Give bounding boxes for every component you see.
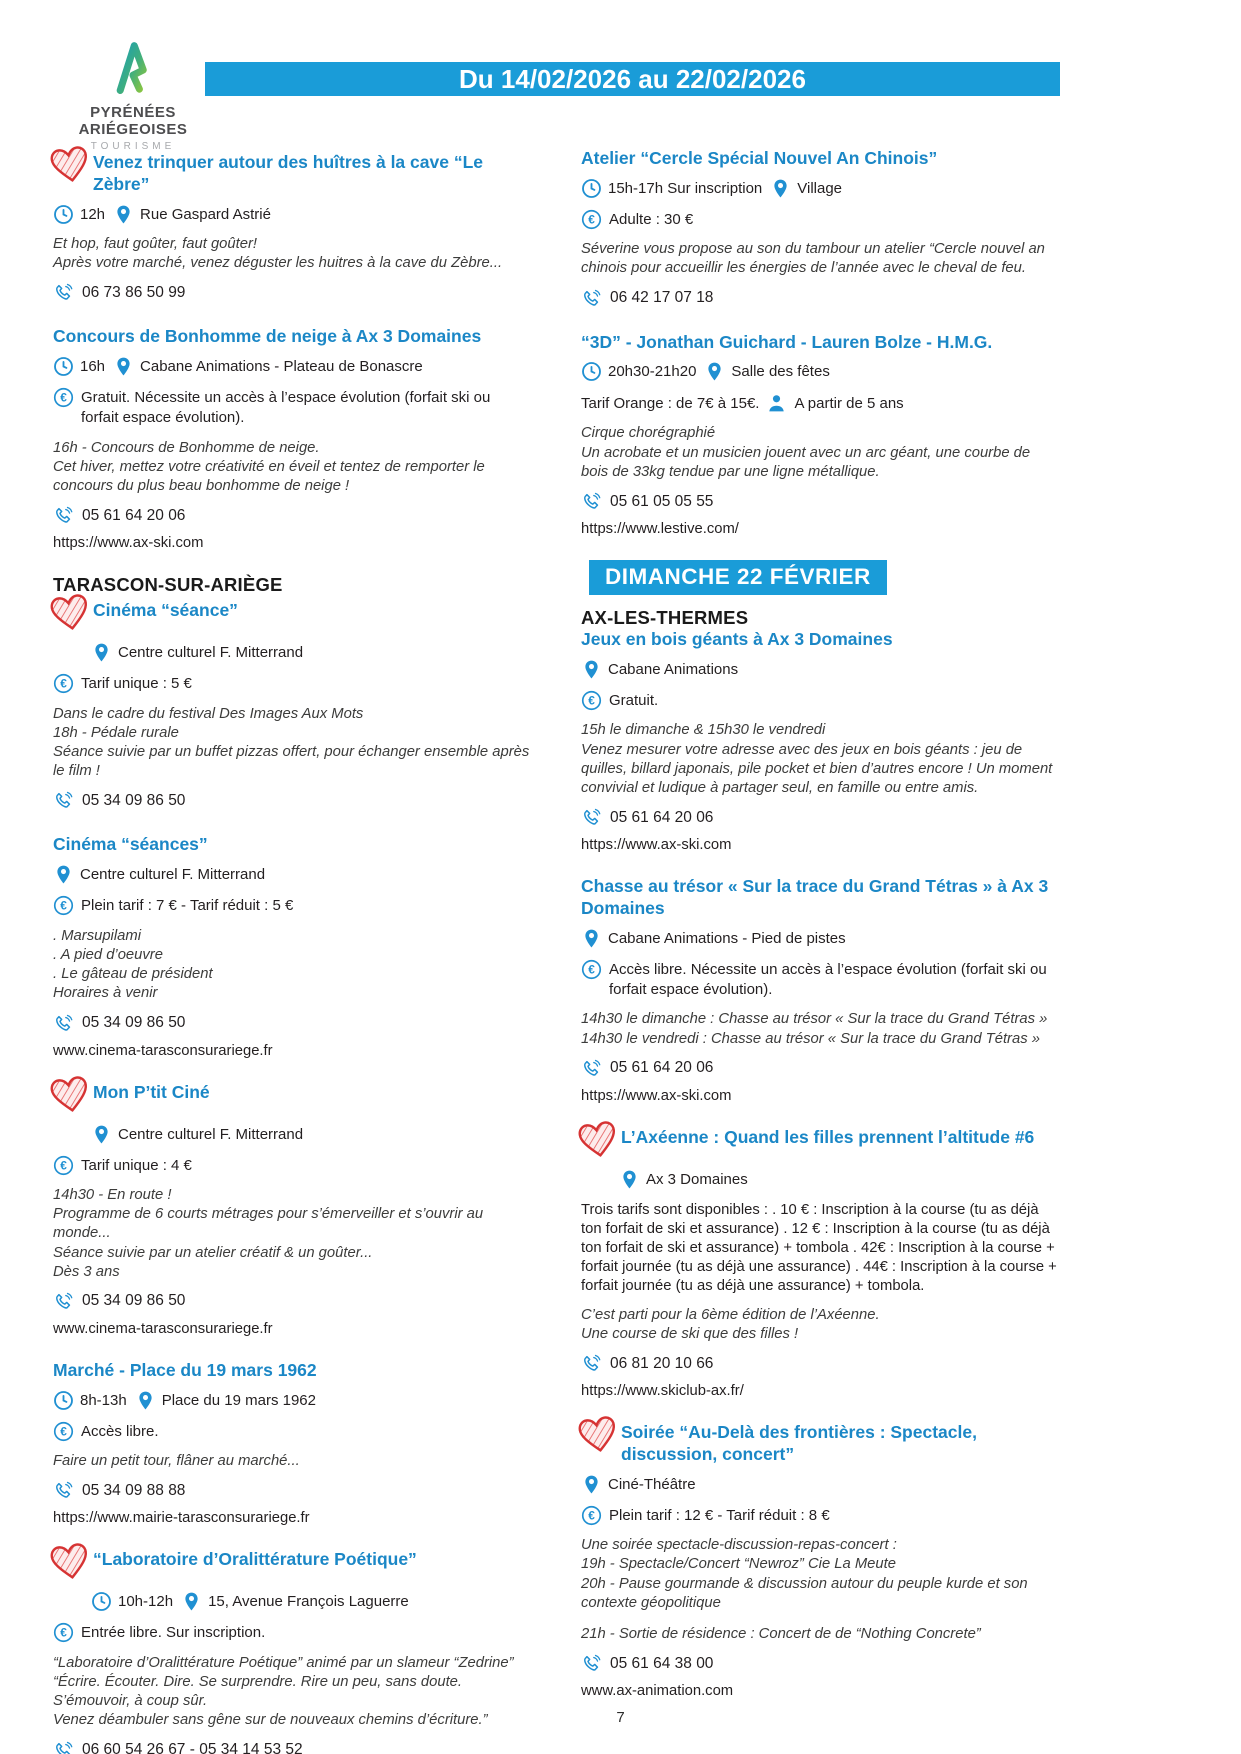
event-meta-row bbox=[619, 1169, 1059, 1190]
price-row bbox=[53, 674, 531, 694]
event-title-row bbox=[53, 1360, 531, 1382]
price-text: Accès libre. Nécessite un accès à l’espace évolution (forfait ski ou forfait espace évolution). bbox=[609, 960, 1047, 999]
phone-row bbox=[53, 1291, 531, 1312]
meta-pin bbox=[581, 1474, 696, 1495]
price-row bbox=[581, 960, 1059, 1001]
event-title-row bbox=[581, 148, 1059, 170]
description-line: Une soirée spectacle-discussion-repas-concert : bbox=[581, 1537, 897, 1554]
euro-price-icon bbox=[53, 1421, 74, 1442]
description-line: Horaires à venir bbox=[53, 985, 158, 1002]
price-text: Accès libre. bbox=[81, 1422, 159, 1440]
clock-icon bbox=[53, 204, 74, 225]
event-description bbox=[581, 1010, 1059, 1048]
meta-pin bbox=[581, 928, 846, 949]
phone-icon bbox=[581, 1353, 602, 1374]
place-text: Ax 3 Domaines bbox=[646, 1170, 748, 1188]
event-meta-row bbox=[53, 864, 531, 885]
location-pin-icon bbox=[619, 1169, 640, 1190]
phone-icon bbox=[53, 282, 74, 303]
location-pin-icon bbox=[91, 1124, 112, 1145]
event-description bbox=[53, 1186, 531, 1282]
event-card bbox=[53, 1360, 531, 1526]
description-line: Séance suivie par un buffet pizzas offert, pour échanger ensemble après le film ! bbox=[53, 744, 530, 780]
website-link[interactable]: https://www.mairie-tarasconsurariege.fr bbox=[53, 1510, 310, 1527]
place-text: Salle des fêtes bbox=[731, 363, 830, 381]
meta-pin bbox=[581, 659, 738, 680]
svg-text:€: € bbox=[588, 1508, 595, 1523]
description-line: “Laboratoire d’Oralittérature Poétique” animé par un slameur “Zedrine” bbox=[53, 1654, 514, 1671]
description-line: 14h30 le dimanche : Chasse au trésor « Sur la trace du Grand Tétras » bbox=[581, 1011, 1048, 1028]
place-text: Centre culturel F. Mitterrand bbox=[118, 644, 304, 662]
city-heading: AX-LES-THERMES bbox=[581, 607, 749, 629]
website-link[interactable]: https://www.skiclub-ax.fr/ bbox=[581, 1383, 744, 1400]
event-title: Marché - Place du 19 mars 1962 bbox=[53, 1359, 317, 1380]
place-text: 15, Avenue François Laguerre bbox=[208, 1593, 409, 1611]
location-pin-icon bbox=[91, 642, 112, 663]
place-text: Cabane Animations bbox=[608, 661, 739, 679]
description-line: Faire un petit tour, flâner au marché... bbox=[53, 1453, 300, 1470]
price-text: Tarif unique : 4 € bbox=[81, 1156, 192, 1174]
price-row bbox=[53, 1156, 531, 1176]
clock-icon bbox=[581, 361, 602, 382]
place-text: Centre culturel F. Mitterrand bbox=[118, 1125, 304, 1143]
phone-icon bbox=[53, 1291, 74, 1312]
meta-pin bbox=[53, 864, 265, 885]
left-column bbox=[53, 148, 531, 1754]
event-description bbox=[53, 1452, 531, 1471]
euro-price-icon bbox=[581, 209, 602, 230]
phone-row bbox=[581, 288, 1059, 309]
event-meta-row bbox=[581, 1474, 1059, 1495]
svg-text:€: € bbox=[60, 1424, 67, 1439]
euro-price-icon bbox=[581, 690, 602, 711]
phone-number: 05 34 09 86 50 bbox=[82, 1014, 186, 1032]
phone-row bbox=[53, 1013, 531, 1034]
phone-number: 05 34 09 86 50 bbox=[82, 791, 186, 809]
event-card bbox=[53, 834, 531, 1058]
event-description bbox=[53, 927, 531, 1004]
phone-icon bbox=[53, 790, 74, 811]
meta-pin bbox=[113, 204, 271, 225]
tariff-text: Tarif Orange : de 7€ à 15€. bbox=[581, 395, 760, 413]
phone-icon bbox=[581, 288, 602, 309]
event-title-row bbox=[53, 834, 531, 856]
description-line: Cet hiver, mettez votre créativité en éveil et tentez de remporter le concours du plus beau bonhomme de neige ! bbox=[53, 458, 485, 495]
svg-text:€: € bbox=[60, 676, 67, 691]
event-meta-row bbox=[91, 1591, 531, 1612]
price-row bbox=[53, 388, 531, 429]
meta-pin bbox=[704, 361, 829, 382]
euro-price-icon bbox=[53, 387, 74, 408]
website-link[interactable]: https://www.ax-ski.com bbox=[581, 1087, 732, 1104]
event-meta-row bbox=[91, 642, 531, 663]
website-link[interactable]: https://www.ax-ski.com bbox=[53, 535, 204, 552]
event-title-row bbox=[53, 326, 531, 348]
description-line: Dans le cadre du festival Des Images Aux Mots bbox=[53, 705, 364, 722]
location-pin-icon bbox=[704, 361, 725, 382]
heart-favorite-icon bbox=[49, 1075, 91, 1115]
age-text: A partir de 5 ans bbox=[794, 395, 904, 413]
description-line: 19h - Spectacle/Concert “Newroz” Cie La Meute bbox=[581, 1556, 896, 1573]
event-title: Atelier “Cercle Spécial Nouvel An Chinois” bbox=[581, 148, 938, 168]
content-columns bbox=[53, 148, 1060, 1754]
meta-pin bbox=[135, 1390, 316, 1411]
heart-favorite-icon bbox=[49, 145, 91, 185]
event-card bbox=[581, 876, 1059, 1104]
phone-row bbox=[53, 1740, 531, 1754]
mountain-a-logo-icon bbox=[101, 36, 165, 104]
event-meta-row bbox=[581, 178, 1059, 199]
brand-line-3: TOURISME bbox=[90, 140, 176, 152]
location-pin-icon bbox=[113, 356, 134, 377]
price-row bbox=[581, 210, 1059, 230]
heart-favorite-icon bbox=[49, 593, 91, 633]
event-title-row bbox=[581, 1422, 1059, 1466]
svg-text:€: € bbox=[60, 1626, 67, 1641]
event-title: Chasse au trésor « Sur la trace du Grand Tétras » à Ax 3 Domaines bbox=[581, 876, 1049, 919]
website-link[interactable]: https://www.lestive.com/ bbox=[581, 521, 739, 538]
place-text: Village bbox=[797, 179, 843, 197]
phone-number: 05 61 64 38 00 bbox=[610, 1654, 714, 1672]
event-card bbox=[53, 1082, 531, 1337]
description-gap bbox=[581, 1613, 1059, 1625]
place-text: Place du 19 mars 1962 bbox=[161, 1391, 316, 1409]
phone-row bbox=[53, 1480, 531, 1501]
event-title: Jeux en bois géants à Ax 3 Domaines bbox=[581, 629, 893, 650]
clock-icon bbox=[53, 1390, 74, 1411]
tariff-age-row bbox=[581, 393, 1059, 414]
price-text: Gratuit. Nécessite un accès à l’espace évolution (forfait ski ou forfait espace évolution). bbox=[81, 389, 491, 427]
person-age-icon bbox=[766, 393, 787, 414]
description-line: Dès 3 ans bbox=[53, 1263, 120, 1280]
phone-number: 06 42 17 07 18 bbox=[610, 289, 714, 307]
price-text: Adulte : 30 € bbox=[609, 210, 694, 228]
svg-text:€: € bbox=[588, 693, 595, 708]
event-meta-row bbox=[53, 356, 531, 377]
description-line: Cirque chorégraphié bbox=[581, 425, 716, 442]
description-line: Venez déambuler sans gêne sur de nouveaux chemins d’écriture.” bbox=[53, 1712, 488, 1729]
event-description bbox=[581, 424, 1059, 482]
description-line: C’est parti pour la 6ème édition de l’Axéenne. bbox=[581, 1306, 880, 1323]
euro-price-icon bbox=[53, 673, 74, 694]
phone-row bbox=[581, 1058, 1059, 1079]
description-line: . Le gâteau de président bbox=[53, 966, 213, 983]
location-pin-icon bbox=[113, 204, 134, 225]
location-pin-icon bbox=[135, 1390, 156, 1411]
description-line: Venez mesurer votre adresse avec des jeux en bois géants : jeu de quilles, billard japonais, pile pocket et bien d’autres encore ! Un moment convivial et ludique à partager seul, en famille ou entre amis. bbox=[581, 741, 1053, 796]
phone-row bbox=[53, 282, 531, 303]
event-card bbox=[581, 1422, 1059, 1699]
price-text: Gratuit. bbox=[609, 692, 659, 710]
details-paragraph: Trois tarifs sont disponibles : . 10 € : Inscription à la course (tu as déjà ton forfait de ski et assurance) . 12 € : Inscription à la course (tu as déjà ton forfait de ski et assurance) + tombola . 42€ : Inscription à la course + forfait journée (tu as déjà une assurance) . 44€ : Inscription à la course + forfait journée (tu as déjà une assurance) + tombola. bbox=[581, 1201, 1057, 1294]
day-banner-wrap bbox=[589, 560, 1059, 595]
event-title-row bbox=[581, 629, 1059, 651]
event-description bbox=[581, 240, 1059, 278]
website-link[interactable]: https://www.ax-ski.com bbox=[581, 837, 732, 854]
description-line: Après votre marché, venez déguster les huitres à la cave du Zèbre... bbox=[53, 254, 503, 271]
phone-number: 05 61 64 20 06 bbox=[82, 506, 186, 524]
description-line: Programme de 6 courts métrages pour s’émerveiller et s’ouvrir au monde... bbox=[53, 1206, 484, 1242]
place-text: Cabane Animations - Pied de pistes bbox=[608, 929, 846, 947]
event-meta-row bbox=[53, 1390, 531, 1411]
description-line: Une course de ski que des filles ! bbox=[581, 1325, 799, 1342]
description-line: Séance suivie par un atelier créatif & un goûter... bbox=[53, 1244, 373, 1261]
price-text: Tarif unique : 5 € bbox=[81, 675, 192, 693]
event-meta-row bbox=[581, 659, 1059, 680]
phone-icon bbox=[581, 1058, 602, 1079]
brand-line-2: ARIÉGEOISES bbox=[78, 121, 188, 139]
event-title: Soirée “Au-Delà des frontières : Spectacle, discussion, concert” bbox=[621, 1422, 977, 1464]
phone-icon bbox=[581, 807, 602, 828]
event-title-row bbox=[581, 876, 1059, 920]
clock-icon bbox=[581, 178, 602, 199]
time-text: 16h bbox=[80, 358, 106, 376]
phone-row bbox=[581, 1353, 1059, 1374]
meta-clock bbox=[91, 1591, 173, 1612]
event-meta-row bbox=[91, 1124, 531, 1145]
event-title-row bbox=[581, 1127, 1059, 1161]
event-title-row bbox=[581, 332, 1059, 354]
place-text: Cabane Animations - Plateau de Bonascre bbox=[140, 358, 423, 376]
description-line: Séverine vous propose au son du tambour un atelier “Cercle nouvel an chinois pour accueillir les énergies de l’année avec le cheval de feu. bbox=[581, 241, 1045, 277]
time-text: 20h30-21h20 bbox=[608, 363, 697, 381]
phone-row bbox=[581, 1653, 1059, 1674]
svg-text:€: € bbox=[60, 1158, 67, 1173]
event-title-row bbox=[53, 152, 531, 196]
event-card bbox=[53, 600, 531, 811]
heart-favorite-icon bbox=[577, 1120, 619, 1160]
phone-icon bbox=[53, 1740, 74, 1754]
event-title-row bbox=[53, 1082, 531, 1116]
city-heading: TARASCON-SUR-ARIÈGE bbox=[53, 574, 283, 596]
clock-icon bbox=[91, 1591, 112, 1612]
description-line: Un acrobate et un musicien jouent avec un arc géant, une courbe de bois de 33kg tendue par une ligne métallique. bbox=[581, 444, 1031, 480]
location-pin-icon bbox=[770, 178, 791, 199]
time-text: 10h-12h bbox=[118, 1593, 174, 1611]
location-pin-icon bbox=[581, 1474, 602, 1495]
price-text: Plein tarif : 7 € - Tarif réduit : 5 € bbox=[81, 897, 294, 915]
event-card bbox=[581, 1127, 1059, 1399]
event-card bbox=[581, 148, 1059, 309]
description-line: 14h30 le vendredi : Chasse au trésor « Sur la trace du Grand Tétras » bbox=[581, 1030, 1040, 1047]
event-title: Mon P’tit Ciné bbox=[93, 1081, 210, 1102]
event-title: Cinéma “séance” bbox=[93, 600, 238, 621]
phone-number: 05 61 05 05 55 bbox=[610, 492, 714, 510]
phone-row bbox=[581, 491, 1059, 512]
price-row bbox=[581, 1506, 1059, 1526]
date-range-banner: Du 14/02/2026 au 22/02/2026 bbox=[205, 62, 1060, 96]
day-banner: DIMANCHE 22 FÉVRIER bbox=[589, 560, 887, 595]
meta-pin bbox=[770, 178, 842, 199]
phone-row bbox=[53, 505, 531, 526]
event-title: Cinéma “séances” bbox=[53, 834, 208, 855]
event-title: “3D” - Jonathan Guichard - Lauren Bolze - H.M.G. bbox=[581, 331, 993, 352]
meta-pin bbox=[619, 1169, 748, 1190]
phone-icon bbox=[53, 505, 74, 526]
phone-icon bbox=[53, 1013, 74, 1034]
event-description bbox=[53, 235, 531, 273]
price-row bbox=[53, 896, 531, 916]
brand-line-1: PYRÉNÉES bbox=[90, 104, 176, 121]
event-description bbox=[53, 439, 531, 497]
euro-price-icon bbox=[581, 1505, 602, 1526]
event-card bbox=[53, 152, 531, 303]
phone-icon bbox=[581, 1653, 602, 1674]
event-description bbox=[581, 1536, 1059, 1644]
website-link[interactable]: www.cinema-tarasconsurariege.fr bbox=[53, 1320, 273, 1337]
phone-number: 06 81 20 10 66 bbox=[610, 1354, 714, 1372]
meta-clock bbox=[581, 361, 696, 382]
event-meta-row bbox=[581, 928, 1059, 949]
meta-clock bbox=[581, 178, 762, 199]
time-text: 8h-13h bbox=[80, 1391, 127, 1409]
location-pin-icon bbox=[581, 928, 602, 949]
meta-clock bbox=[53, 356, 105, 377]
right-column bbox=[581, 148, 1059, 1754]
euro-price-icon bbox=[581, 959, 602, 980]
event-title: L’Axéenne : Quand les filles prennent l’altitude #6 bbox=[621, 1126, 1035, 1147]
description-line: 15h le dimanche & 15h30 le vendredi bbox=[581, 722, 826, 739]
phone-number: 05 34 09 88 88 bbox=[82, 1481, 186, 1499]
website-link[interactable]: www.ax-animation.com bbox=[581, 1683, 734, 1700]
page-header bbox=[0, 36, 1241, 152]
website-link[interactable]: www.cinema-tarasconsurariege.fr bbox=[53, 1042, 273, 1059]
place-text: Ciné-Théâtre bbox=[608, 1475, 696, 1493]
euro-price-icon bbox=[53, 1622, 74, 1643]
meta-pin bbox=[113, 356, 423, 377]
meta-clock bbox=[53, 204, 105, 225]
time-text: 12h bbox=[80, 205, 106, 223]
phone-row bbox=[53, 790, 531, 811]
meta-pin bbox=[91, 1124, 303, 1145]
phone-number: 06 73 86 50 99 bbox=[82, 283, 186, 301]
place-text: Rue Gaspard Astrié bbox=[140, 205, 271, 223]
description-line: “Écrire. Écouter. Dire. Se surprendre. Rire un peu, sans doute. S’émouvoir, à coup sûr. bbox=[53, 1673, 463, 1710]
euro-price-icon bbox=[53, 1155, 74, 1176]
meta-clock bbox=[53, 1390, 127, 1411]
location-pin-icon bbox=[181, 1591, 202, 1612]
event-card bbox=[53, 326, 531, 551]
price-text: Entrée libre. Sur inscription. bbox=[81, 1624, 266, 1642]
description-line: . A pied d’oeuvre bbox=[53, 946, 163, 963]
description-line: 20h - Pause gourmande & discussion autour du peuple kurde et son contexte géopolitique bbox=[581, 1575, 1028, 1611]
description-line: Et hop, faut goûter, faut goûter! bbox=[53, 235, 258, 252]
event-description bbox=[53, 705, 531, 782]
event-title-row bbox=[53, 1549, 531, 1583]
description-line: 16h - Concours de Bonhomme de neige. bbox=[53, 439, 320, 456]
meta-pin bbox=[91, 642, 303, 663]
location-pin-icon bbox=[53, 864, 74, 885]
svg-text:€: € bbox=[588, 212, 595, 227]
euro-price-icon bbox=[53, 895, 74, 916]
event-title: “Laboratoire d’Oralittérature Poétique” bbox=[93, 1549, 417, 1570]
phone-icon bbox=[581, 491, 602, 512]
phone-row bbox=[581, 807, 1059, 828]
event-title: Venez trinquer autour des huîtres à la cave “Le Zèbre” bbox=[93, 152, 483, 194]
event-meta-row bbox=[53, 204, 531, 225]
svg-text:€: € bbox=[588, 962, 595, 977]
phone-number: 05 61 64 20 06 bbox=[610, 1059, 714, 1077]
time-text: 15h-17h Sur inscription bbox=[608, 179, 763, 197]
price-text: Plein tarif : 12 € - Tarif réduit : 8 € bbox=[609, 1506, 830, 1524]
event-title: Concours de Bonhomme de neige à Ax 3 Domaines bbox=[53, 326, 482, 347]
tourism-logo bbox=[58, 36, 208, 152]
page-number: 7 bbox=[616, 1709, 625, 1726]
heart-favorite-icon bbox=[49, 1542, 91, 1582]
heart-favorite-icon bbox=[577, 1415, 619, 1455]
meta-pin bbox=[181, 1591, 409, 1612]
description-line: . Marsupilami bbox=[53, 927, 141, 944]
price-row bbox=[581, 691, 1059, 711]
description-line: 14h30 - En route ! bbox=[53, 1186, 172, 1203]
phone-number: 05 34 09 86 50 bbox=[82, 1292, 186, 1310]
svg-text:€: € bbox=[60, 390, 67, 405]
price-row bbox=[53, 1623, 531, 1643]
svg-text:€: € bbox=[60, 899, 67, 914]
description-line: 21h - Sortie de résidence : Concert de de “Nothing Concrete” bbox=[581, 1626, 981, 1643]
clock-icon bbox=[53, 356, 74, 377]
description-line: 18h - Pédale rurale bbox=[53, 724, 179, 741]
event-card bbox=[581, 629, 1059, 853]
event-title-row bbox=[53, 600, 531, 634]
location-pin-icon bbox=[581, 659, 602, 680]
event-description bbox=[581, 1306, 1059, 1344]
phone-icon bbox=[53, 1480, 74, 1501]
phone-number: 05 61 64 20 06 bbox=[610, 808, 714, 826]
price-row bbox=[53, 1422, 531, 1442]
event-meta-row bbox=[581, 361, 1059, 382]
event-card bbox=[581, 332, 1059, 538]
place-text: Centre culturel F. Mitterrand bbox=[80, 866, 266, 884]
phone-number: 06 60 54 26 67 - 05 34 14 53 52 bbox=[82, 1741, 303, 1754]
event-description bbox=[581, 721, 1059, 798]
